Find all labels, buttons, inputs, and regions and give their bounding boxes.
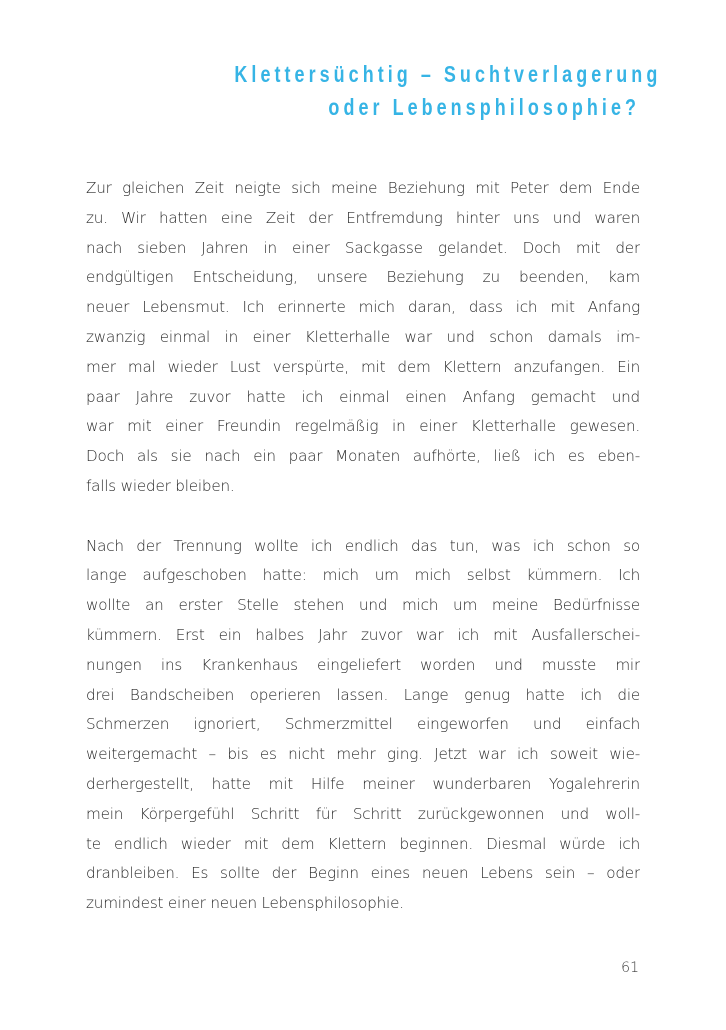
- paragraph-gap: [86, 502, 640, 532]
- text-line: zwanzig einmal in einer Kletterhalle war und schon damals im-: [86, 327, 640, 346]
- text-line: falls wieder bleiben.: [86, 476, 235, 495]
- text-line: paar Jahre zuvor hatte ich einmal einen Anfang gemacht und: [86, 387, 640, 406]
- text-line: mein Körpergefühl Schritt für Schritt zurückgewonnen und woll-: [86, 804, 640, 823]
- text-line: war mit einer Freundin regelmäßig in einer Kletterhalle gewesen.: [86, 417, 640, 436]
- text-line: wollte an erster Stelle stehen und mich um meine Bedürfnisse: [86, 596, 640, 615]
- body-text: [86, 174, 640, 919]
- text-line: derhergestellt, hatte mit Hilfe meiner wunderbaren Yogalehrerin: [86, 774, 640, 793]
- text-line: te endlich wieder mit dem Klettern beginnen. Diesmal würde ich: [86, 834, 640, 853]
- text-line: Zur gleichen Zeit neigte sich meine Beziehung mit Peter dem Ende: [86, 179, 640, 197]
- chapter-title-line-2: oder Lebensphilosophie?: [328, 94, 640, 120]
- text-line: weitergemacht – bis es nicht mehr ging. Jetzt war ich soweit wie-: [86, 745, 640, 764]
- paragraph-2: [86, 532, 640, 919]
- text-line: kümmern. Erst ein halbes Jahr zuvor war ich mit Ausfallerschei-: [86, 625, 640, 644]
- chapter-title: [234, 58, 662, 124]
- chapter-title-line-1: Klettersüchtig – Suchtverlagerung: [234, 61, 662, 87]
- text-line: nungen ins Krankenhaus eingeliefert worden und musste mir: [86, 655, 640, 674]
- text-line: nach sieben Jahren in einer Sackgasse gelandet. Doch mit der: [86, 238, 640, 257]
- text-line: Doch als sie nach ein paar Monaten aufhörte, ließ ich es eben-: [86, 447, 640, 466]
- paragraph-1: [86, 174, 640, 502]
- text-line: endgültigen Entscheidung, unsere Beziehung zu beenden, kam: [86, 268, 640, 287]
- text-line: Nach der Trennung wollte ich endlich das tun, was ich schon so: [86, 536, 640, 555]
- text-line: neuer Lebensmut. Ich erinnerte mich daran, dass ich mit Anfang: [86, 298, 640, 317]
- text-line: drei Bandscheiben operieren lassen. Lange genug hatte ich die: [86, 685, 640, 704]
- text-line: dranbleiben. Es sollte der Beginn eines neuen Lebens sein – oder: [86, 864, 640, 883]
- text-line: lange aufgeschoben hatte: mich um mich selbst kümmern. Ich: [86, 566, 640, 585]
- text-line: mer mal wieder Lust verspürte, mit dem Klettern anzufangen. Ein: [86, 357, 640, 376]
- text-line: Schmerzen ignoriert, Schmerzmittel eingeworfen und einfach: [86, 715, 640, 734]
- page-number: 61: [621, 960, 639, 976]
- text-line: zu. Wir hatten eine Zeit der Entfremdung hinter uns und waren: [86, 208, 640, 227]
- text-line: zumindest einer neuen Lebensphilosophie.: [86, 894, 404, 913]
